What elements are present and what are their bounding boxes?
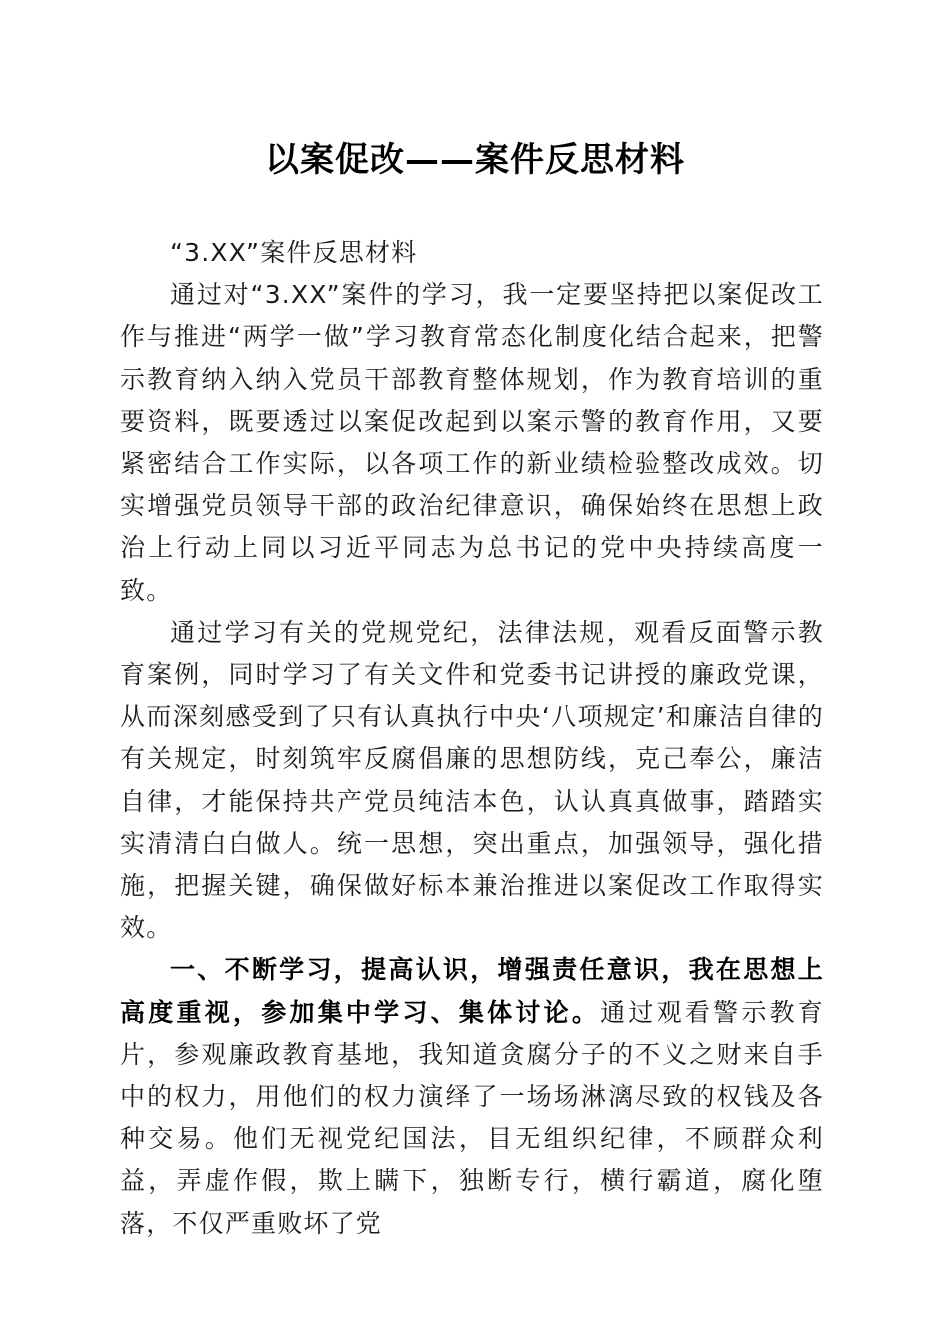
section-1-paragraph [120, 949, 824, 1244]
document-body [120, 232, 824, 1245]
paragraph-1: 通过对“3.XX”案件的学习，我一定要坚持把以案促改工作与推进“两学一做”学习教育常态化制度化结合起来，把警示教育纳入纳入党员干部教育整体规划，作为教育培训的重要资料，既要透过以案促改起到以案示警的教育作用，又要紧密结合工作实际，以各项工作的新业绩检验整改成效。切实增强党员领导干部的政治纪律意识，确保始终在思想上政治上行动上同以习近平同志为总书记的党中央持续高度一致。 [120, 280, 824, 605]
section-1-heading: 一、不断学习，提高认识，增强责任意识，我在思想上高度重视，参加集中学习、集体讨论。 [120, 955, 824, 1027]
document-title: 以案促改——案件反思材料 [265, 140, 685, 180]
section-1-text: 通过观看警示教育片，参观廉政教育基地，我知道贪腐分子的不义之财来自手中的权力，用他们的权力演绎了一场场淋漓尽致的权钱及各种交易。他们无视党纪国法，目无组织纪律，不顾群众利益，弄虚作假，欺上瞒下，独断专行，横行霸道，腐化堕落，不仅严重败坏了党 [120, 997, 824, 1238]
paragraph-2: 通过学习有关的党规党纪，法律法规，观看反面警示教育案例，同时学习了有关文件和党委书记讲授的廉政党课，从而深刻感受到了只有认真执行中央‘八项规定’和廉洁自律的有关规定，时刻筑牢反腐倡廉的思想防线，克己奉公，廉洁自律，才能保持共产党员纯洁本色，认认真真做事，踏踏实实清清白白做人。统一思想，突出重点，加强领导，强化措施，把握关键，确保做好标本兼治推进以案促改工作取得实效。 [120, 617, 824, 943]
document-subtitle: “3.XX”案件反思材料 [170, 238, 418, 267]
